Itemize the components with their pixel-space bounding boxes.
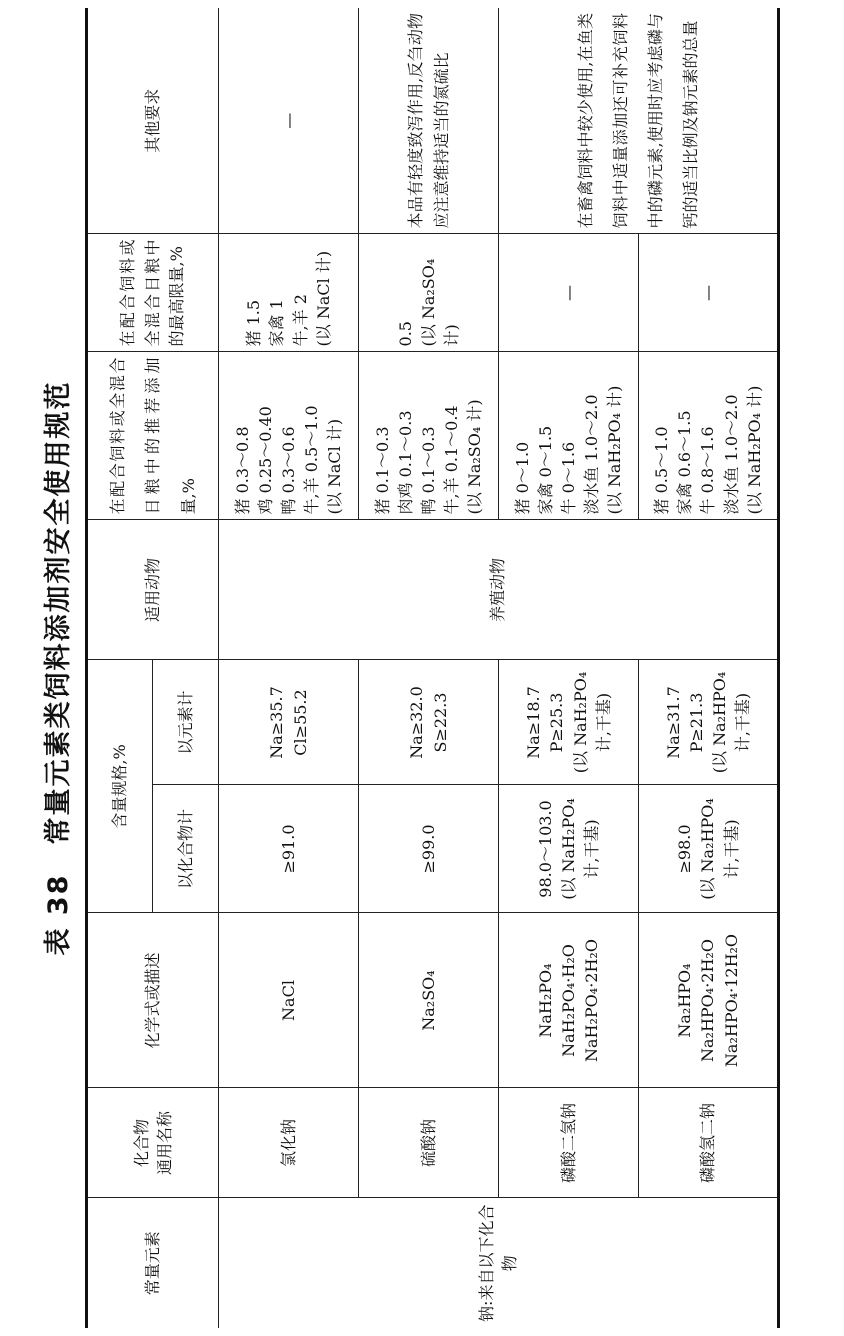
- other-requirement-cell: —: [219, 8, 359, 234]
- table-row: [359, 8, 499, 1328]
- as-compound-cell: ≥98.0 (以 Na₂HPO₄ 计,干基): [639, 785, 779, 913]
- header-row-1: [87, 8, 153, 1328]
- header-compound-name: [87, 1088, 219, 1198]
- compound-name-cell: 氯化钠: [219, 1088, 359, 1198]
- table-row: [219, 8, 359, 1328]
- header-recommended: 在配合饲料或全混合日粮中的推荐添加量,%: [87, 352, 219, 520]
- max-limit-cell: 猪 1.5 家禽 1 牛,羊 2 (以 NaCl 计): [219, 234, 359, 352]
- header-formula: 化学式或描述: [87, 913, 219, 1088]
- header-compound-line1: 化合物: [131, 1119, 151, 1168]
- recommended-cell: 猪 0.3～0.8 鸡 0.25～0.40 鸭 0.3～0.6 牛,羊 0.5～1.0 (以 NaCl 计): [219, 352, 359, 520]
- table-row: [499, 8, 639, 1328]
- header-as-compound: 以化合物计: [153, 785, 219, 913]
- max-limit-cell: 0.5 (以 Na₂SO₄ 计): [359, 234, 499, 352]
- header-element: 常量元素: [87, 1198, 219, 1328]
- as-compound-cell: ≥91.0: [219, 785, 359, 913]
- header-content-spec: 含量规格,%: [87, 660, 153, 913]
- as-element-cell: Na≥31.7 P≥21.3 (以 Na₂HPO₄ 计,干基): [639, 660, 779, 785]
- recommended-cell: 猪 0.5～1.0 家禽 0.6～1.5 牛 0.8～1.6 淡水鱼 1.0～2.0 (以 NaH₂PO₄ 计): [639, 352, 779, 520]
- recommended-cell: 猪 0.1～0.3 肉鸡 0.1～0.3 鸭 0.1～0.3 牛,羊 0.1～0.4 (以 Na₂SO₄ 计): [359, 352, 499, 520]
- as-element-cell: Na≥32.0 S≥22.3: [359, 660, 499, 785]
- additive-spec-table: [85, 8, 780, 1328]
- header-compound-line2: 通用名称: [155, 1111, 174, 1176]
- as-compound-cell: 98.0～103.0 (以 NaH₂PO₄ 计,干基): [499, 785, 639, 913]
- header-max-limit: 在配合饲料或全混合日粮中的最高限量,%: [87, 234, 219, 352]
- header-as-element: 以元素计: [153, 660, 219, 785]
- formula-cell: Na₂SO₄: [359, 913, 499, 1088]
- max-limit-cell: —: [639, 234, 779, 352]
- max-limit-cell: —: [499, 234, 639, 352]
- compound-name-cell: 磷酸二氢钠: [499, 1088, 639, 1198]
- other-requirement-cell: 在畜禽饲料中较少使用,在鱼类饲料中适量添加还可补充饲料中的磷元素,使用时应考虑磷与钙的适当比例及钠元素的总量: [499, 8, 779, 234]
- table-title: 表 38 常量元素类饲料添加剂安全使用规范: [43, 380, 74, 956]
- formula-cell: NaH₂PO₄ NaH₂PO₄·H₂O NaH₂PO₄·2H₂O: [499, 913, 639, 1088]
- element-cell: 钠:来自以下化合物: [219, 1198, 779, 1328]
- compound-name-cell: 硫酸钠: [359, 1088, 499, 1198]
- recommended-cell: 猪 0～1.0 家禽 0～1.5 牛 0～1.6 淡水鱼 1.0～2.0 (以 NaH₂PO₄ 计): [499, 352, 639, 520]
- other-requirement-cell: 本品有轻度致泻作用,反刍动物应注意维持适当的氮硫比: [359, 8, 499, 234]
- formula-cell: NaCl: [219, 913, 359, 1088]
- header-animals: 适用动物: [87, 520, 219, 660]
- header-other: 其他要求: [87, 8, 219, 234]
- compound-name-cell: 磷酸氢二钠: [639, 1088, 779, 1198]
- as-element-cell: Na≥35.7 Cl≥55.2: [219, 660, 359, 785]
- animals-cell: 养殖动物: [219, 520, 779, 660]
- formula-cell: Na₂HPO₄ Na₂HPO₄·2H₂O Na₂HPO₄·12H₂O: [639, 913, 779, 1088]
- as-element-cell: Na≥18.7 P≥25.3 (以 NaH₂PO₄ 计,干基): [499, 660, 639, 785]
- as-compound-cell: ≥99.0: [359, 785, 499, 913]
